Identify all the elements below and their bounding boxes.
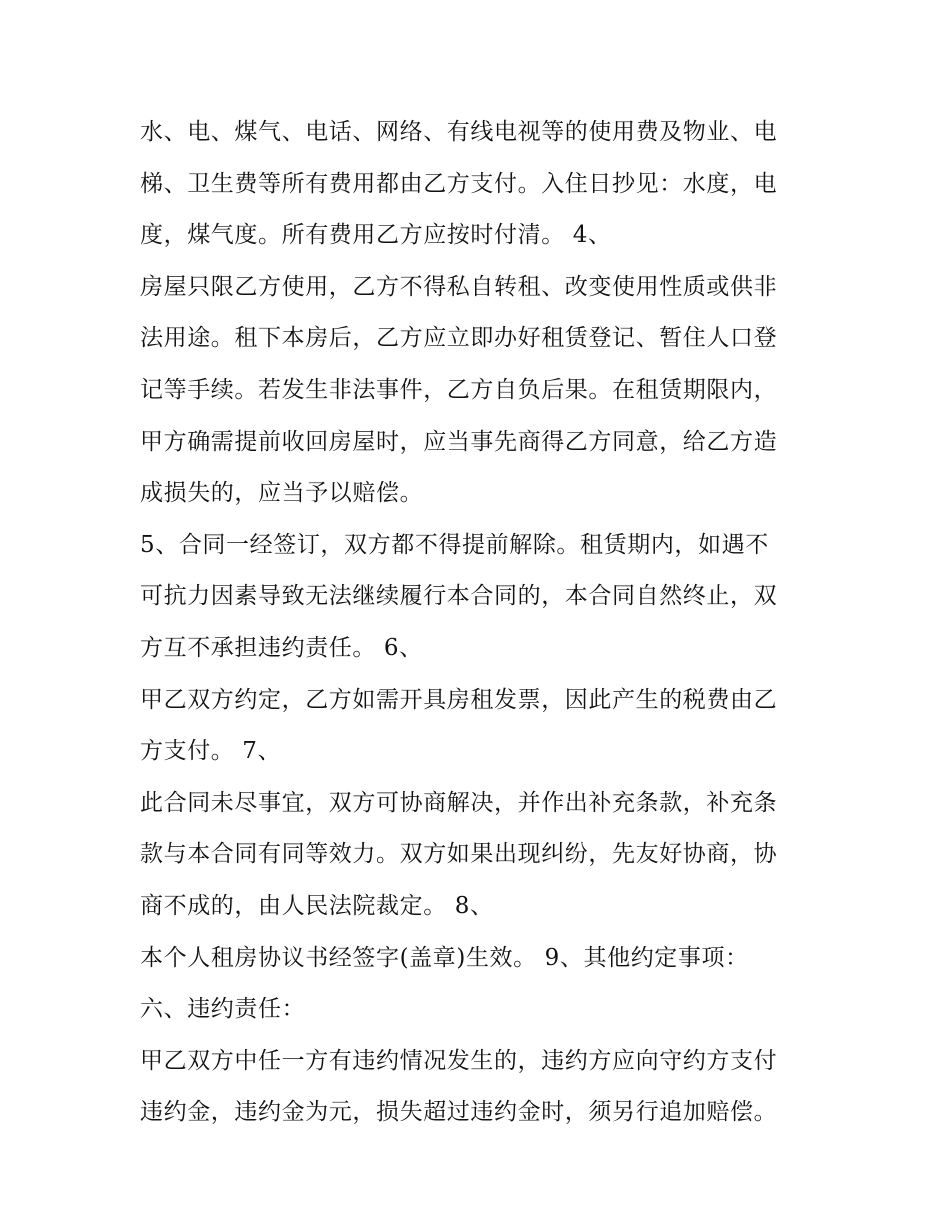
text-line: 法用途。租下本房后，乙方应立即办好租赁登记、暂住人口登 (140, 325, 778, 352)
text-line: 款与本合同有同等效力。双方如果出现纠纷，先友好协商，协 (140, 841, 778, 868)
section-heading: 六、违约责任： (140, 996, 306, 1023)
text-line: 商不成的，由人民法院裁定。 8、 (140, 892, 494, 919)
text-line: 甲方确需提前收回房屋时，应当事先商得乙方同意，给乙方造 (140, 428, 778, 455)
text-line: 可抗力因素导致无法继续履行本合同的，本合同自然终止，双 (140, 583, 778, 610)
text-line: 甲乙双方约定，乙方如需开具房租发票，因此产生的税费由乙 (140, 686, 778, 713)
document-body (140, 107, 830, 1139)
text-line: 此合同未尽事宜，双方可协商解决，并作出补充条款，补充条 (140, 789, 778, 816)
text-line: 方互不承担违约责任。 6、 (140, 634, 423, 661)
text-line: 违约金，违约金为元，损失超过违约金时，须另行追加赔偿。 (140, 1099, 778, 1126)
text-line: 成损失的，应当予以赔偿。 (140, 480, 424, 507)
text-line: 水、电、煤气、电话、网络、有线电视等的使用费及物业、电 (140, 119, 778, 145)
text-line: 方支付。 7、 (140, 738, 282, 765)
text-line: 5、合同一经签订，双方都不得提前解除。租赁期内，如遇不 (140, 531, 769, 558)
text-line: 房屋只限乙方使用，乙方不得私自转租、改变使用性质或供非 (140, 273, 778, 300)
text-line: 记等手续。若发生非法事件，乙方自负后果。在租赁期限内， (140, 376, 778, 403)
text-line: 梯、卫生费等所有费用都由乙方支付。入住日抄见：水度，电 (140, 170, 778, 197)
text-line: 本个人租房协议书经签字(盖章)生效。 9、其他约定事项： (140, 944, 749, 971)
text-line: 甲乙双方中任一方有违约情况发生的，违约方应向守约方支付 (140, 1047, 778, 1074)
text-line: 度，煤气度。所有费用乙方应按时付清。 4、 (140, 222, 612, 249)
